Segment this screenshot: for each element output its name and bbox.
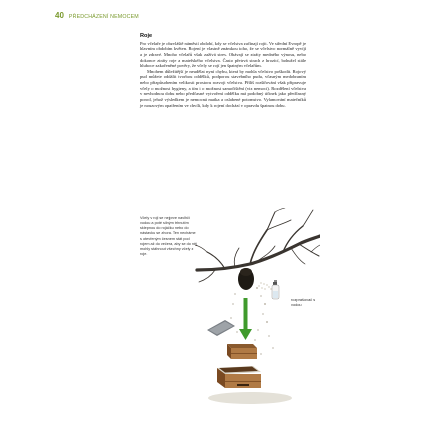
swarm-illustration: [195, 208, 320, 408]
ground-shadow: [208, 392, 292, 404]
paragraph-1: Pro včelaře je obzvláště náměstí období, kdy se včelstva začínají rojit. Ve střední Evropě je hlavním obdobím květen. Rojení je vlastně známkou toho, že se včelstvo normálně vyvíjí a je zdravé. Mnoho včelařů však zažívá stres. Obávají se ztráty medného výnosu, nebo dokonce ztráty roje a mateřského včelstva. Často přetrvá strach z hrozící, bohužel stále hluboce zakořeněné pověry, že včely se rojí jen špatným včelařům.: [140, 40, 306, 69]
main-text-column: [140, 34, 306, 108]
figure-caption: Včely v roji se nejprve navlhčí vodou a poté silným trhnutím sklepnou do rojáčku nebo do nástavku se zhora. Ten necháme s otevřeným česnem stát pod rojem až do večera, aby se do něj mohly stáhnout všechny včely z roje.: [140, 216, 197, 257]
swarm-box-lower: [217, 366, 261, 388]
spray-bottle-icon: [272, 280, 279, 299]
sprayer-label: rozprašovač s vodou: [291, 297, 316, 307]
page-header: [55, 11, 139, 20]
hive-lid: [207, 320, 235, 336]
page-number: 40: [55, 11, 64, 20]
swarm-box-upper: [227, 344, 257, 359]
section-heading: Roje: [140, 33, 153, 39]
bee-swarm: [238, 268, 254, 290]
paragraph-2: Mnohem důležitější je neudělat nyní chybu, která by mohla včelstvo poškodit. Rojový pud můžete oddálit tvorbou oddělků, podporou stavebního pudu, včasným medobraním nebo přizpůsobením velikosti prostoru rozvoji včelstva. Příliš rozšiřování však připravuje včely o možnost hygieny, a tím i o možnost samočištění (viz nemoci). Rozdělení včelstva v nevhodnou dobu nebo předčasné vytvoření oddělku má podobný účinek jako předčasný porod, jehož výsledkem je nemocná matka a oslabené potomstvo. Vylamování matečníků je nouzovým opatřením ve chvíli, kdy k rojení dochází v opravdu špatnou dobu.: [140, 68, 306, 108]
down-arrow-icon: [239, 298, 252, 340]
tree-branch: [195, 208, 320, 282]
chapter-title: PŘEDCHÁZENÍ NEMOCEM: [68, 14, 139, 20]
spray-mist: [259, 283, 272, 290]
